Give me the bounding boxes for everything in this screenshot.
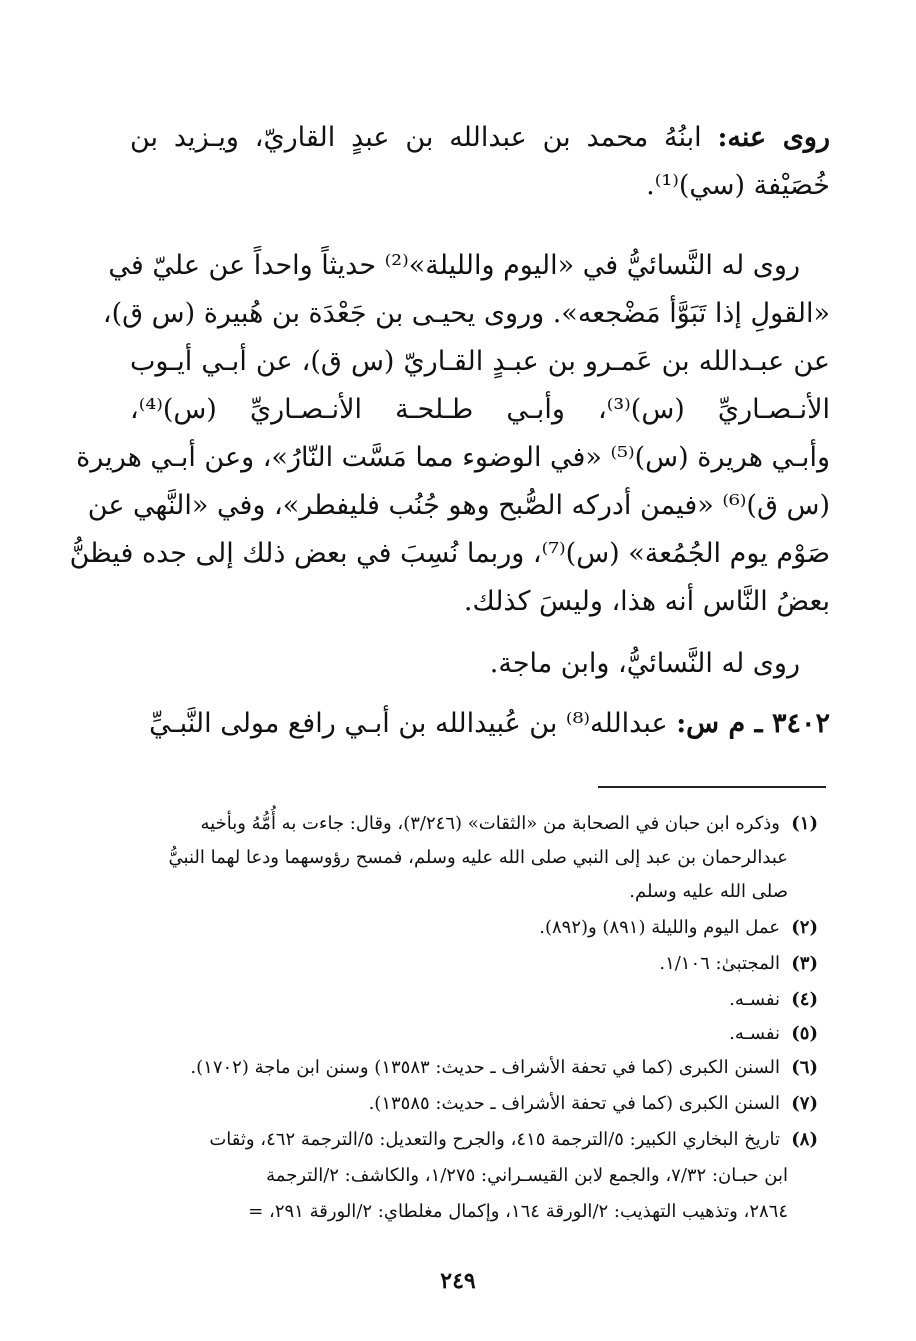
- footnote-number: (١): [791, 813, 818, 834]
- footnote-8-cont: ٢٨٦٤، وتذهيب التهذيب: ٢/الورقة ١٦٤، وإكمال مغلطاي: ٢/الورقة ٢٩١، =: [248, 1201, 788, 1222]
- footnote-number: (٨): [791, 1129, 818, 1150]
- entry-name: عبدالله⁽⁸⁾ بن عُبيدالله بن أبـي رافع مولى النَّبـيِّ: [149, 708, 668, 739]
- footnote-1: [108, 808, 818, 840]
- footnote-text: نفسـه.: [729, 989, 780, 1010]
- body-line: صَوْم يوم الجُمُعة» (س)⁽⁷⁾، وربما نُسِبَ في بعض ذلك إلى جده فيظنُّ: [69, 538, 830, 569]
- footnote-number: (٦): [791, 1057, 818, 1078]
- footnote-5: [108, 1018, 818, 1050]
- footnote-6: [108, 1052, 818, 1084]
- footnote-number: (٤): [791, 989, 818, 1010]
- narrated-from-text: ابنُهُ محمد بن عبدالله بن عبدٍ القاريّ، ويـزيد بن: [130, 122, 702, 153]
- footnote-number: (٥): [791, 1023, 818, 1044]
- footnote-text: السنن الكبرى (كما في تحفة الأشراف ـ حديث: ١٣٥٨٣) وسنن ابن ماجة (١٧٠٢).: [190, 1057, 780, 1078]
- footnote-text: المجتبىٰ: ١/١٠٦.: [659, 953, 780, 974]
- body-line: وأبـي هريرة (س)⁽⁵⁾ «في الوضوء مما مَسَّت النّارُ»، وعن أبـي هريرة: [76, 442, 830, 473]
- body-line: الأنـصـاريِّ (س)⁽³⁾، وأبـي طـلحـة الأنـصـاريِّ (س)⁽⁴⁾،: [130, 394, 830, 425]
- footnote-2: [108, 912, 818, 944]
- body-line: (س ق)⁽⁶⁾ «فيمن أدركه الصُّبح وهو جُنُب فليفطر»، وفي «النَّهي عن: [87, 490, 830, 521]
- entry-number: ٣٤٠٢ ـ م س:: [676, 708, 830, 739]
- narrated-from-line-2: خُصَيْفة (سي)⁽¹⁾.: [646, 170, 830, 201]
- body-line: «القولِ إذا تَبَوَّأ مَضْجعه». وروى يحيـى بن جَعْدَة بن هُبيرة (س ق)،: [102, 298, 830, 329]
- narrated-from-line-1: [130, 114, 830, 162]
- footnote-number: (٣): [791, 953, 818, 974]
- footnote-4: [108, 984, 818, 1016]
- entry-heading: [130, 700, 830, 748]
- footnote-1-cont: صلى الله عليه وسلم.: [629, 881, 788, 902]
- footnote-8-cont: ابن حبـان: ٧/٣٢، والجمع لابن القيسـراني: ١/٢٧٥، والكاشف: ٢/الترجمة: [266, 1165, 788, 1186]
- footnote-text: نفسـه.: [729, 1023, 780, 1044]
- narrated-by-line: روى له النَّسائيُّ، وابن ماجة.: [489, 648, 800, 679]
- page-number: ٢٤٩: [440, 1268, 476, 1294]
- footnote-number: (٢): [791, 917, 818, 938]
- footnote-text: عمل اليوم والليلة (٨٩١) و(٨٩٢).: [539, 917, 780, 938]
- footnote-divider: [598, 786, 826, 788]
- body-line: بعضُ النَّاس أنه هذا، وليسَ كذلك.: [463, 586, 830, 617]
- body-line: روى له النَّسائيُّ في «اليوم والليلة»⁽²⁾ حديثاً واحداً عن عليّ في: [108, 250, 800, 281]
- footnote-8: [108, 1124, 818, 1156]
- narrated-from-label: روى عنه:: [717, 122, 830, 153]
- footnote-text: وذكره ابن حبان في الصحابة من «الثقات» (٣/٢٤٦)، وقال: جاءت به أُمُّهُ وبأخيه: [200, 813, 780, 834]
- footnote-1-cont: عبدالرحمان بن عبد إلى النبي صلى الله عليه وسلم، فمسح رؤوسهما ودعا لهما النبيُّ: [168, 847, 788, 868]
- footnote-7: [108, 1088, 818, 1120]
- footnote-number: (٧): [791, 1093, 818, 1114]
- footnote-3: [108, 948, 818, 980]
- footnote-text: السنن الكبرى (كما في تحفة الأشراف ـ حديث: ١٣٥٨٥).: [368, 1093, 780, 1114]
- footnote-text: تاريخ البخاري الكبير: ٥/الترجمة ٤١٥، والجرح والتعديل: ٥/الترجمة ٤٦٢، وثقات: [209, 1129, 780, 1150]
- body-line: عن عبـدالله بن عَمـرو بن عبـدٍ القـاريّ (س ق)، عن أبـي أيـوب: [130, 346, 830, 377]
